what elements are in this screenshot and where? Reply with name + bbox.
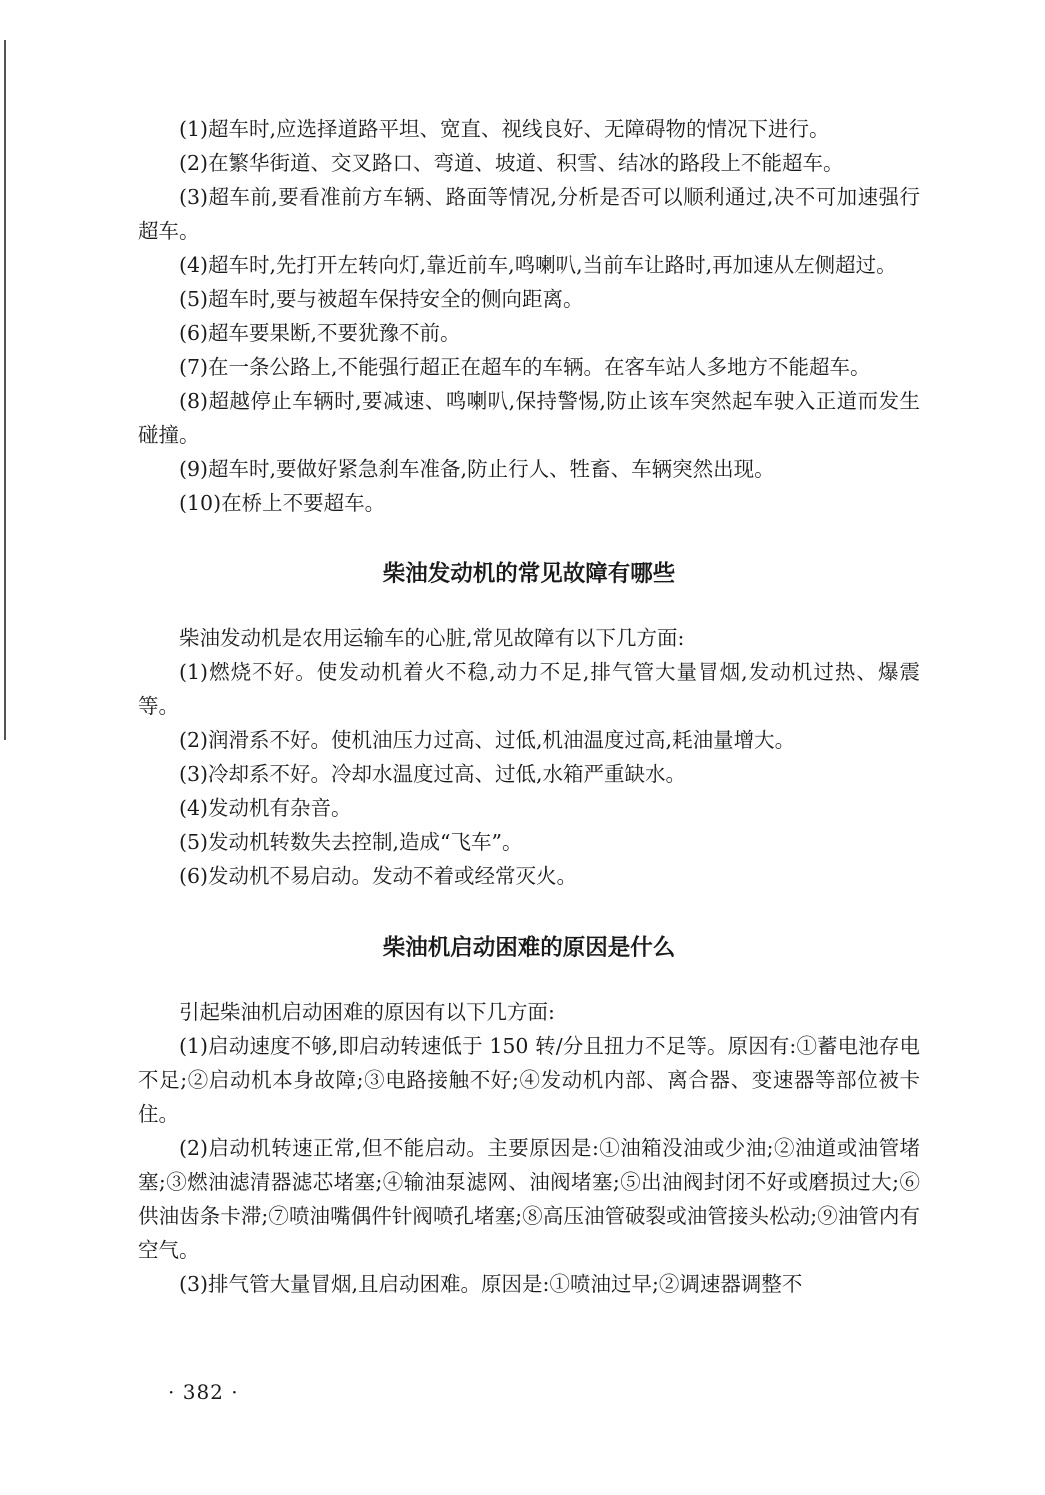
- paragraph: 柴油发动机是农用运输车的心脏,常见故障有以下几方面:: [179, 626, 685, 650]
- section-overtaking-rules: [138, 112, 920, 520]
- section-starting-difficulty: [138, 931, 920, 1301]
- paragraph: (6)发动机不易启动。发动不着或经常灭火。: [179, 864, 578, 888]
- document-page: [138, 112, 920, 1301]
- paragraph: (1)超车时,应选择道路平坦、宽直、视线良好、无障碍物的情况下进行。: [179, 117, 830, 141]
- paragraph: (4)超车时,先打开左转向灯,靠近前车,鸣喇叭,当前车让路时,再加速从左侧超过。: [179, 253, 897, 277]
- paragraph: (2)在繁华街道、交叉路口、弯道、坡道、积雪、结冰的路段上不能超车。: [179, 151, 844, 175]
- paragraph: (10)在桥上不要超车。: [179, 491, 386, 515]
- page-number: · 382 ·: [168, 1380, 239, 1404]
- paragraph: (2)润滑系不好。使机油压力过高、过低,机油温度过高,耗油量增大。: [179, 728, 796, 752]
- section-heading: 柴油机启动困难的原因是什么: [382, 935, 676, 961]
- paragraph: 引起柴油机启动困难的原因有以下几方面:: [179, 1000, 555, 1024]
- paragraph: (1)启动速度不够,即启动转速低于 150 转/分且扭力不足等。原因有:①蓄电池存电不足;②启动机本身故障;③电路接触不好;④发动机内部、离合器、变速器等部位被卡住。: [138, 1034, 920, 1126]
- section-heading: 柴油发动机的常见故障有哪些: [382, 561, 676, 587]
- paragraph: (5)发动机转数失去控制,造成“飞车”。: [179, 830, 523, 854]
- scan-margin-line: [4, 40, 6, 740]
- section-diesel-faults: [138, 557, 920, 893]
- paragraph: (5)超车时,要与被超车保持安全的侧向距离。: [179, 287, 584, 311]
- paragraph: (1)燃烧不好。使发动机着火不稳,动力不足,排气管大量冒烟,发动机过热、爆震等。: [138, 660, 920, 718]
- paragraph: (2)启动机转速正常,但不能启动。主要原因是:①油箱没油或少油;②油道或油管堵塞;③燃油滤清器滤芯堵塞;④输油泵滤网、油阀堵塞;⑤出油阀封闭不好或磨损过大;⑥供油齿条卡滞;⑦喷油嘴偶件针阀喷孔堵塞;⑧高压油管破裂或油管接头松动;⑨油管内有空气。: [138, 1136, 920, 1262]
- paragraph: (7)在一条公路上,不能强行超正在超车的车辆。在客车站人多地方不能超车。: [179, 355, 871, 379]
- paragraph: (6)超车要果断,不要犹豫不前。: [179, 321, 461, 345]
- paragraph: (3)超车前,要看准前方车辆、路面等情况,分析是否可以顺利通过,决不可加速强行超车。: [138, 185, 920, 243]
- paragraph: (3)冷却系不好。冷却水温度过高、过低,水箱严重缺水。: [179, 762, 687, 786]
- paragraph: (3)排气管大量冒烟,且启动困难。原因是:①喷油过早;②调速器调整不: [179, 1272, 803, 1296]
- paragraph: (9)超车时,要做好紧急刹车准备,防止行人、牲畜、车辆突然出现。: [179, 457, 775, 481]
- paragraph: (8)超越停止车辆时,要减速、鸣喇叭,保持警惕,防止该车突然起车驶入正道而发生碰撞。: [138, 389, 920, 447]
- paragraph: (4)发动机有杂音。: [179, 796, 352, 820]
